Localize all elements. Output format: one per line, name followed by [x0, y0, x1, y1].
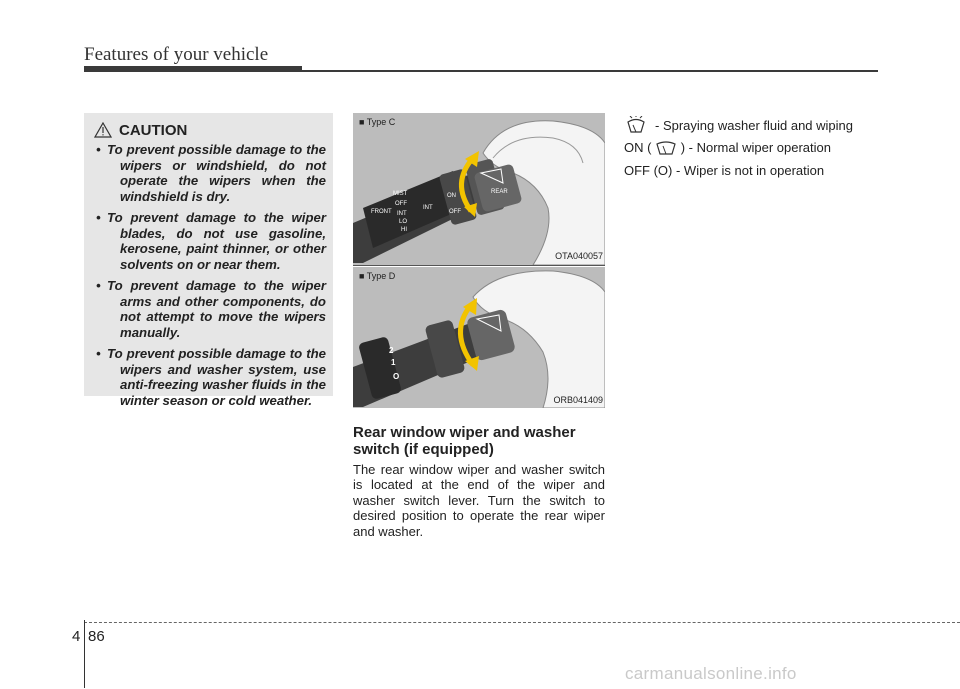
footer-chapter: 4 — [72, 628, 81, 645]
figure-type-c-code: OTA040057 — [555, 251, 603, 261]
switch-label: O — [393, 372, 400, 381]
caution-item: • To prevent damage to the wiper arms and other components, do not attempt to move the wipers manually. — [96, 278, 326, 340]
switch-label: REAR — [491, 189, 508, 195]
watermark: carmanualsonline.info — [625, 664, 797, 683]
wiper-lever-illustration-d — [353, 267, 605, 408]
figure-type-d — [353, 267, 605, 408]
wiper-lever-illustration-c — [353, 113, 605, 265]
footer-separator — [84, 620, 85, 688]
switch-label: OFF — [449, 209, 461, 215]
figure-type-d-label: ■ Type D — [359, 271, 396, 281]
switch-label: LO — [399, 219, 408, 225]
figure-type-c — [353, 113, 605, 265]
header-bar — [84, 66, 302, 72]
mode-washer: - Spraying washer fluid and wiping — [655, 118, 853, 133]
switch-label: 2 — [389, 346, 394, 355]
page-header-title: Features of your vehicle — [84, 44, 269, 65]
caution-item: • To prevent damage to the wiper blades, do not use gasoline, kerosene, paint thinner, or other solvents on or near them. — [96, 210, 326, 272]
switch-label: INT — [423, 205, 433, 211]
caution-item: • To prevent possible damage to the wipers or windshield, do not operate the wipers when the windshield is dry. — [96, 142, 326, 204]
figure-type-c-label: ■ Type C — [359, 117, 396, 127]
switch-label: FRONT — [371, 209, 392, 215]
caution-item: • To prevent possible damage to the wipers and washer system, use anti-freezing washer fluids in the winter season or cold weather. — [96, 346, 326, 408]
wiper-icon — [655, 140, 677, 155]
switch-label: HI — [401, 227, 407, 233]
caution-list — [96, 142, 326, 414]
section-body: The rear window wiper and washer switch is located at the end of the wiper and washer switch lever. Turn the switch to desired position to operate the rear wiper and washer. — [353, 462, 605, 539]
switch-label: OFF — [395, 201, 407, 207]
caution-triangle-icon — [94, 122, 112, 138]
section-heading: Rear window wiper and washer switch (if equipped) — [353, 424, 576, 458]
footer-page-number: 86 — [88, 628, 105, 645]
mode-on-prefix: ON ( — [624, 140, 652, 155]
mode-off: OFF (O) - Wiper is not in operation — [624, 163, 825, 178]
switch-label: 1 — [391, 358, 396, 367]
mode-on-suffix: ) - Normal wiper operation — [680, 140, 831, 155]
footer-rule — [84, 622, 960, 623]
caution-title: CAUTION — [119, 122, 188, 139]
figure-divider — [353, 265, 605, 266]
washer-spray-icon — [624, 116, 648, 134]
switch-label: MIST — [393, 191, 408, 197]
figure-type-d-code: ORB041409 — [553, 395, 603, 405]
header-rule — [302, 70, 878, 72]
mode-on-line — [624, 140, 831, 155]
switch-label: ON — [447, 193, 456, 199]
switch-label: INT — [397, 211, 407, 217]
